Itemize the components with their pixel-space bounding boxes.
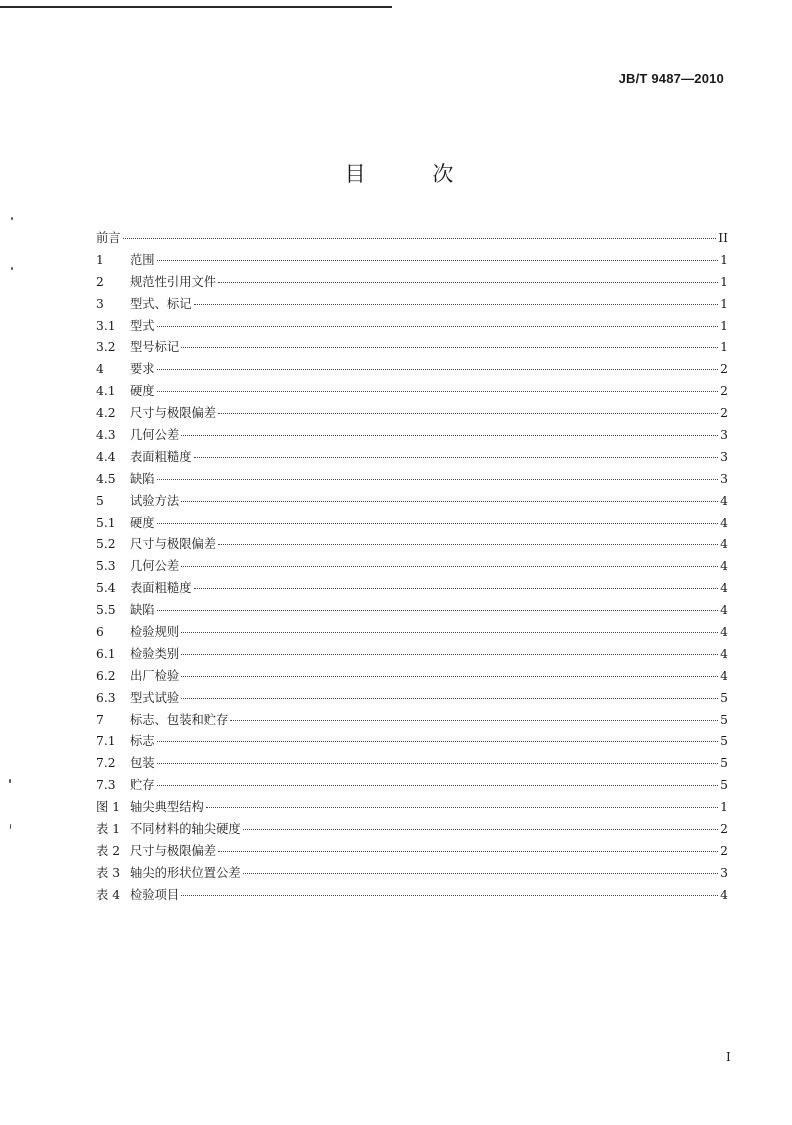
toc-entry[interactable] bbox=[96, 359, 728, 381]
toc-dot-leader bbox=[157, 773, 718, 786]
toc-entry[interactable] bbox=[96, 775, 728, 797]
toc-dot-leader bbox=[194, 445, 719, 458]
toc-entry[interactable] bbox=[96, 316, 728, 338]
toc-dot-leader bbox=[157, 467, 718, 480]
toc-dot-leader bbox=[181, 489, 718, 502]
toc-entry-label: 型号标记 bbox=[130, 340, 180, 355]
toc-entry-label: 尺寸与极限偏差 bbox=[130, 843, 217, 858]
toc-entry-label: 硬度 bbox=[130, 515, 155, 530]
toc-entry-number: 6.2 bbox=[96, 668, 116, 683]
toc-entry[interactable] bbox=[96, 294, 728, 316]
toc-entry-label: 硬度 bbox=[130, 384, 155, 399]
toc-entry-number: 4.4 bbox=[96, 449, 116, 464]
toc-entry-page: 5 bbox=[720, 734, 728, 749]
toc-entry-label: 包装 bbox=[130, 756, 155, 771]
toc-entry-number: 7.1 bbox=[96, 734, 116, 749]
toc-entry-number: 5.3 bbox=[96, 559, 116, 574]
toc-dot-leader bbox=[181, 883, 718, 896]
toc-dot-leader bbox=[157, 314, 718, 327]
toc-entry-label: 试验方法 bbox=[130, 493, 180, 508]
toc-entry-label: 型式、标记 bbox=[130, 296, 192, 311]
scan-speck bbox=[10, 824, 11, 829]
toc-entry[interactable] bbox=[96, 534, 728, 556]
toc-entry[interactable] bbox=[96, 403, 728, 425]
toc-entry-page: 2 bbox=[720, 843, 728, 858]
toc-entry-page: 4 bbox=[720, 668, 728, 683]
toc-entry-page: II bbox=[718, 231, 728, 245]
toc-entry-page: 4 bbox=[720, 625, 728, 640]
toc-entry[interactable] bbox=[96, 272, 728, 294]
toc-entry-number: 5 bbox=[96, 493, 104, 508]
table-of-contents bbox=[96, 228, 728, 907]
toc-entry-label: 几何公差 bbox=[130, 559, 180, 574]
toc-entry-label: 检验项目 bbox=[130, 887, 180, 902]
toc-entry-label: 型式 bbox=[130, 318, 155, 333]
toc-dot-leader bbox=[194, 576, 719, 589]
toc-entry-page: 4 bbox=[720, 559, 728, 574]
toc-entry[interactable] bbox=[96, 797, 728, 819]
top-border-rule bbox=[0, 6, 392, 8]
toc-entry-page: 2 bbox=[720, 406, 728, 421]
toc-entry-number: 5.2 bbox=[96, 537, 116, 552]
toc-entry-page: 2 bbox=[720, 384, 728, 399]
toc-entry-label: 几何公差 bbox=[130, 428, 180, 443]
toc-entry-label: 表面粗糙度 bbox=[130, 449, 192, 464]
toc-entry[interactable] bbox=[96, 491, 728, 513]
toc-entry[interactable] bbox=[96, 250, 728, 272]
toc-entry-label: 检验规则 bbox=[130, 625, 180, 640]
toc-dot-leader bbox=[157, 729, 718, 742]
toc-entry[interactable] bbox=[96, 425, 728, 447]
toc-entry-page: 5 bbox=[720, 712, 728, 727]
toc-entry-page: 2 bbox=[720, 362, 728, 377]
toc-entry-page: 1 bbox=[720, 318, 728, 333]
toc-entry-number: 图 1 bbox=[96, 800, 121, 815]
toc-entry-page: 5 bbox=[720, 778, 728, 793]
toc-entry[interactable] bbox=[96, 819, 728, 841]
toc-entry-page: 3 bbox=[720, 471, 728, 486]
toc-entry-page: 4 bbox=[720, 581, 728, 596]
toc-dot-leader bbox=[181, 335, 718, 348]
toc-entry-page: 4 bbox=[720, 646, 728, 661]
toc-dot-leader bbox=[243, 817, 718, 830]
toc-entry-number: 3.1 bbox=[96, 318, 116, 333]
toc-dot-leader bbox=[243, 861, 718, 874]
toc-dot-leader bbox=[218, 839, 718, 852]
toc-dot-leader bbox=[218, 270, 718, 283]
toc-entry-page: 4 bbox=[720, 887, 728, 902]
toc-entry-label: 标志 bbox=[130, 734, 155, 749]
toc-entry-number: 6.3 bbox=[96, 690, 116, 705]
toc-entry[interactable] bbox=[96, 578, 728, 600]
toc-dot-leader bbox=[157, 751, 718, 764]
toc-dot-leader bbox=[181, 620, 718, 633]
toc-entry-label: 贮存 bbox=[130, 778, 155, 793]
toc-entry[interactable] bbox=[96, 710, 728, 732]
toc-entry-page: 3 bbox=[720, 428, 728, 443]
toc-entry-page: 1 bbox=[720, 252, 728, 267]
toc-entry-label: 标志、包装和贮存 bbox=[130, 712, 229, 727]
toc-entry-number: 3 bbox=[96, 296, 104, 311]
toc-entry[interactable] bbox=[96, 841, 728, 863]
toc-entry-label: 出厂检验 bbox=[130, 668, 180, 683]
toc-entry-page: 1 bbox=[720, 800, 728, 815]
toc-entry[interactable] bbox=[96, 447, 728, 469]
toc-entry[interactable] bbox=[96, 753, 728, 775]
toc-dot-leader bbox=[181, 686, 718, 699]
toc-entry[interactable] bbox=[96, 381, 728, 403]
toc-entry-number: 4.2 bbox=[96, 406, 116, 421]
toc-dot-leader bbox=[157, 598, 718, 611]
toc-entry-number: 4.3 bbox=[96, 428, 116, 443]
toc-entry-label: 规范性引用文件 bbox=[130, 274, 217, 289]
page-title: 目 次 bbox=[344, 162, 484, 186]
toc-entry[interactable] bbox=[96, 622, 728, 644]
toc-entry-label: 轴尖的形状位置公差 bbox=[130, 865, 241, 880]
toc-entry[interactable] bbox=[96, 863, 728, 885]
toc-entry-label: 范围 bbox=[130, 252, 155, 267]
toc-entry-number: 7.2 bbox=[96, 756, 116, 771]
toc-dot-leader bbox=[123, 226, 717, 239]
toc-entry-number: 4.5 bbox=[96, 471, 116, 486]
toc-entry[interactable] bbox=[96, 337, 728, 359]
toc-entry[interactable] bbox=[96, 666, 728, 688]
toc-entry-number: 表 3 bbox=[96, 865, 121, 880]
toc-entry-page: 3 bbox=[720, 865, 728, 880]
toc-entry-number: 3.2 bbox=[96, 340, 116, 355]
toc-entry-page: 4 bbox=[720, 537, 728, 552]
toc-entry[interactable] bbox=[96, 885, 728, 907]
toc-entry-label: 不同材料的轴尖硬度 bbox=[130, 822, 241, 837]
toc-entry-number: 5.5 bbox=[96, 603, 116, 618]
scan-speck bbox=[11, 267, 13, 270]
scan-speck bbox=[11, 217, 13, 220]
toc-entry[interactable] bbox=[96, 731, 728, 753]
toc-entry[interactable] bbox=[96, 228, 728, 250]
toc-entry-label: 轴尖典型结构 bbox=[130, 800, 204, 815]
toc-dot-leader bbox=[157, 379, 718, 392]
toc-entry-page: 1 bbox=[720, 274, 728, 289]
toc-entry-number: 5.1 bbox=[96, 515, 116, 530]
toc-entry-page: 5 bbox=[720, 690, 728, 705]
toc-dot-leader bbox=[230, 708, 718, 721]
toc-dot-leader bbox=[181, 642, 718, 655]
document-code: JB/T 9487—2010 bbox=[618, 71, 724, 86]
toc-entry-number: 6.1 bbox=[96, 646, 116, 661]
toc-entry[interactable] bbox=[96, 513, 728, 535]
toc-entry-label: 缺陷 bbox=[130, 471, 155, 486]
toc-entry-number: 7.3 bbox=[96, 778, 116, 793]
toc-dot-leader bbox=[181, 423, 718, 436]
toc-entry-page: 1 bbox=[720, 340, 728, 355]
toc-entry-label: 表面粗糙度 bbox=[130, 581, 192, 596]
toc-entry-label: 缺陷 bbox=[130, 603, 155, 618]
toc-dot-leader bbox=[218, 401, 718, 414]
toc-entry-label: 型式试验 bbox=[130, 690, 180, 705]
scan-speck bbox=[9, 779, 11, 783]
toc-entry[interactable] bbox=[96, 600, 728, 622]
toc-entry-number: 表 4 bbox=[96, 887, 121, 902]
toc-entry-number: 6 bbox=[96, 625, 104, 640]
toc-dot-leader bbox=[218, 532, 718, 545]
toc-entry[interactable] bbox=[96, 644, 728, 666]
toc-entry-page: 1 bbox=[720, 296, 728, 311]
toc-dot-leader bbox=[157, 248, 718, 261]
toc-dot-leader bbox=[206, 795, 718, 808]
toc-entry-page: 4 bbox=[720, 493, 728, 508]
toc-entry-number: 2 bbox=[96, 274, 104, 289]
toc-entry-label: 要求 bbox=[130, 362, 155, 377]
toc-entry-page: 3 bbox=[720, 449, 728, 464]
toc-entry-number: 4 bbox=[96, 362, 104, 377]
toc-entry-page: 4 bbox=[720, 515, 728, 530]
toc-entry-label: 尺寸与极限偏差 bbox=[130, 406, 217, 421]
toc-entry[interactable] bbox=[96, 469, 728, 491]
toc-entry-number: 5.4 bbox=[96, 581, 116, 596]
toc-entry-number: 表 1 bbox=[96, 822, 121, 837]
toc-dot-leader bbox=[181, 554, 718, 567]
toc-entry-label: 前言 bbox=[96, 231, 121, 245]
toc-dot-leader bbox=[157, 511, 718, 524]
toc-entry[interactable] bbox=[96, 688, 728, 710]
toc-entry-label: 检验类别 bbox=[130, 646, 180, 661]
toc-dot-leader bbox=[181, 664, 718, 677]
toc-entry-number: 1 bbox=[96, 252, 104, 267]
toc-dot-leader bbox=[157, 357, 718, 370]
toc-entry-number: 7 bbox=[96, 712, 104, 727]
toc-entry-label: 尺寸与极限偏差 bbox=[130, 537, 217, 552]
toc-entry-page: 4 bbox=[720, 603, 728, 618]
toc-dot-leader bbox=[194, 292, 719, 305]
toc-entry-number: 4.1 bbox=[96, 384, 116, 399]
toc-entry-page: 5 bbox=[720, 756, 728, 771]
toc-entry-page: 2 bbox=[720, 822, 728, 837]
toc-entry-number: 表 2 bbox=[96, 843, 121, 858]
page-number: I bbox=[726, 1050, 731, 1064]
toc-entry[interactable] bbox=[96, 556, 728, 578]
